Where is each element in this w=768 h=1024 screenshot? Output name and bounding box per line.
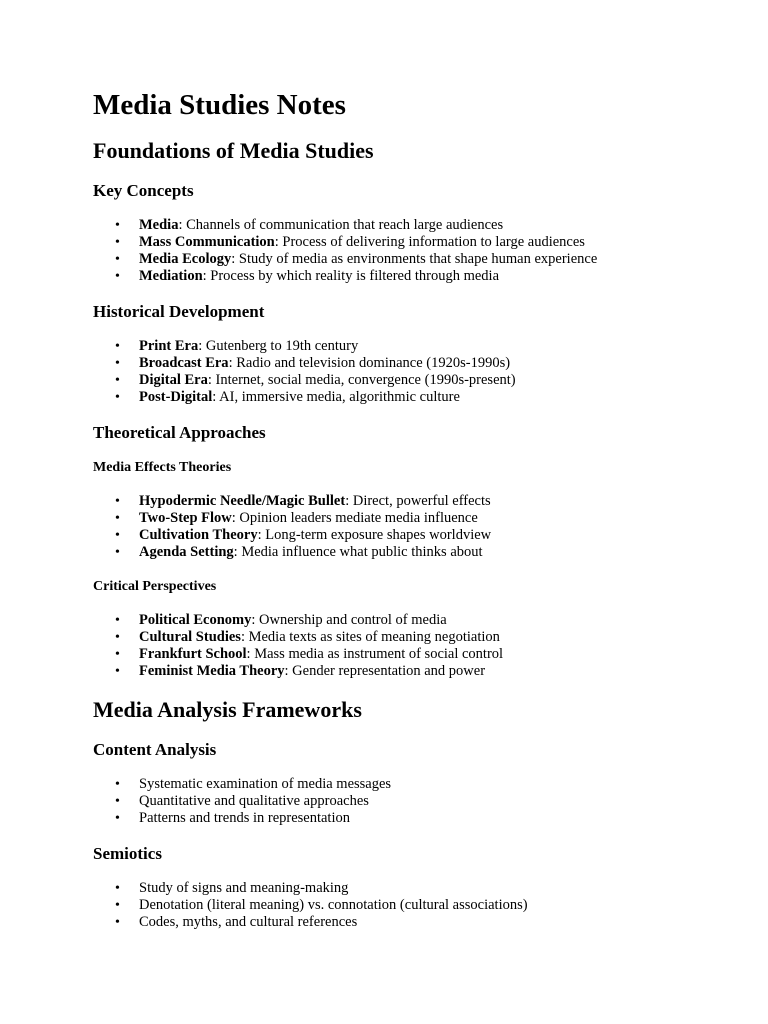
list-item-text: : Direct, powerful effects: [345, 493, 491, 509]
list-item: • Systematic examination of media messages: [139, 776, 768, 793]
key-concepts-list: [93, 217, 768, 285]
list-item-text: : Internet, social media, convergence (1990s-present): [207, 372, 516, 388]
media-effects-theories-list: [93, 493, 768, 561]
list-item-text: : Process of delivering information to large audiences: [274, 234, 585, 250]
list-item-term: Cultivation Theory: [139, 527, 258, 543]
list-item-text: : Radio and television dominance (1920s-1990s): [228, 355, 511, 371]
list-item-term: Media: [139, 217, 179, 233]
list-item-text: : Media influence what public thinks about: [233, 544, 483, 560]
list-item: [139, 234, 768, 251]
list-item-term: Print Era: [139, 338, 199, 354]
subsection-heading-theoretical-approaches: Theoretical Approaches: [93, 423, 266, 442]
list-item: [139, 544, 768, 561]
list-item-term: Post-Digital: [139, 389, 213, 405]
critical-perspectives-list: [93, 612, 768, 680]
list-item-term: Cultural Studies: [139, 629, 241, 645]
list-item-text: : Channels of communication that reach large audiences: [178, 217, 504, 233]
group-heading-media-effects-theories: Media Effects Theories: [93, 460, 232, 475]
list-item-term: Broadcast Era: [139, 355, 229, 371]
list-item-term: Two-Step Flow: [139, 510, 232, 526]
list-item-text: : Opinion leaders mediate media influence: [231, 510, 478, 526]
list-item-text: : Gender representation and power: [284, 663, 486, 679]
list-item: [139, 355, 768, 372]
semiotics-list: [93, 880, 768, 931]
list-item: • Study of signs and meaning-making: [139, 880, 768, 897]
subsection-heading-content-analysis: Content Analysis: [93, 740, 217, 759]
historical-development-list: [93, 338, 768, 406]
list-item-text: : Study of media as environments that shape human experience: [231, 251, 598, 267]
document-title: Media Studies Notes: [93, 89, 346, 121]
list-item: [139, 646, 768, 663]
list-item: [139, 217, 768, 234]
list-item: [139, 663, 768, 680]
list-item-text: : Process by which reality is filtered through media: [202, 268, 500, 284]
list-item: [139, 493, 768, 510]
list-item: [139, 251, 768, 268]
list-item-term: Agenda Setting: [139, 544, 234, 560]
list-item: [139, 510, 768, 527]
subsection-heading-semiotics: Semiotics: [93, 844, 162, 863]
list-item-term: Digital Era: [139, 372, 208, 388]
list-item: • Patterns and trends in representation: [139, 810, 768, 827]
list-item: • Codes, myths, and cultural references: [139, 914, 768, 931]
subsection-heading-historical-development: Historical Development: [93, 302, 265, 321]
section-heading-media-analysis-frameworks: Media Analysis Frameworks: [93, 697, 362, 722]
list-item: • Quantitative and qualitative approaches: [139, 793, 768, 810]
list-item: [139, 612, 768, 629]
subsection-heading-key-concepts: Key Concepts: [93, 181, 194, 200]
list-item-term: Mass Communication: [139, 234, 275, 250]
list-item: [139, 372, 768, 389]
section-heading-foundations: Foundations of Media Studies: [93, 138, 374, 163]
list-item: [139, 527, 768, 544]
list-item-term: Media Ecology: [139, 251, 232, 267]
list-item-text: : Media texts as sites of meaning negotiation: [240, 629, 500, 645]
list-item-term: Political Economy: [139, 612, 252, 628]
list-item: [139, 629, 768, 646]
list-item-text: : Long-term exposure shapes worldview: [257, 527, 492, 543]
list-item-term: Hypodermic Needle/Magic Bullet: [139, 493, 346, 509]
list-item: [139, 338, 768, 355]
list-item: • Denotation (literal meaning) vs. connotation (cultural associations): [139, 897, 768, 914]
list-item-text: : Mass media as instrument of social control: [246, 646, 504, 662]
list-item-text: : AI, immersive media, algorithmic culture: [212, 389, 460, 405]
list-item: [139, 268, 768, 285]
list-item: [139, 389, 768, 406]
group-heading-critical-perspectives: Critical Perspectives: [93, 579, 217, 594]
list-item-term: Feminist Media Theory: [139, 663, 285, 679]
list-item-term: Mediation: [139, 268, 203, 284]
list-item-text: : Ownership and control of media: [251, 612, 447, 628]
list-item-text: : Gutenberg to 19th century: [198, 338, 359, 354]
list-item-term: Frankfurt School: [139, 646, 247, 662]
content-analysis-list: [93, 776, 768, 827]
